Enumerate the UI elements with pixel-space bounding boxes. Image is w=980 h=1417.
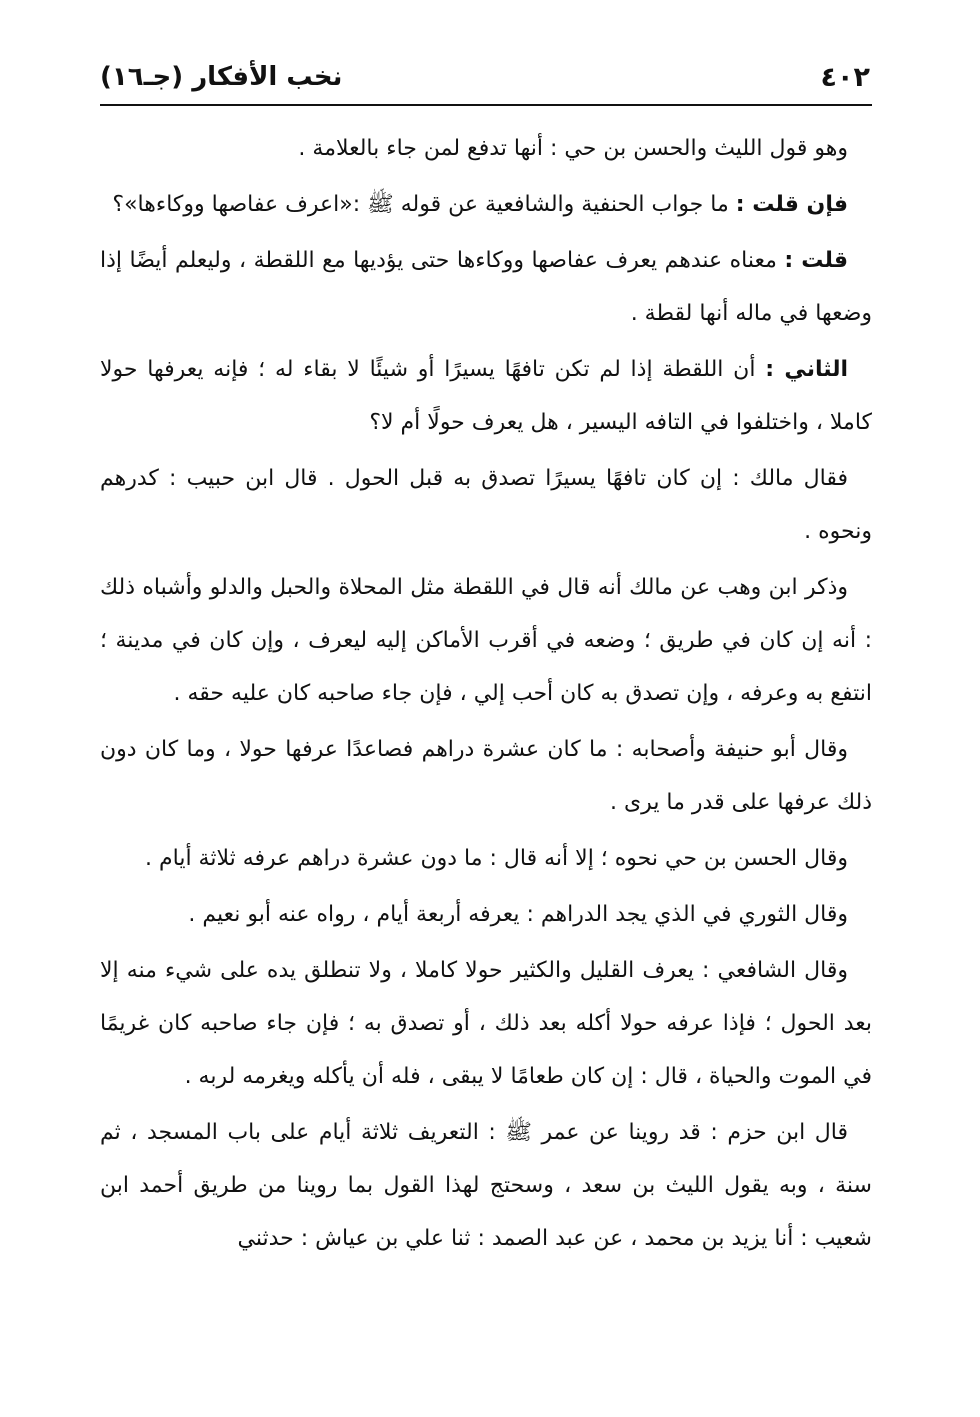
paragraph — [100, 832, 872, 885]
paragraph-text: معناه عندهم يعرف عفاصها ووكاءها حتى يؤديها مع اللقطة ، وليعلم أيضًا إذا وضعها في ماله أنها لقطة . — [100, 248, 872, 326]
running-header — [100, 58, 870, 102]
paragraph — [100, 888, 872, 941]
page-number: ٤٠٢ — [820, 62, 870, 93]
paragraph-text: وقال الثوري في الذي يجد الدراهم : يعرفه أربعة أيام ، رواه عنه أبو نعيم . — [188, 902, 848, 927]
paragraph — [100, 122, 872, 175]
paragraph-text: قال ابن حزم : قد روينا عن عمر ﷺ : التعريف ثلاثة أيام على باب المسجد ، ثم سنة ، وبه يقول الليث بن سعد ، وسحتج لهذا القول بما روينا من طريق أحمد ابن شعيب : أنا يزيد بن محمد ، عن عبد الصمد : ثنا علي بن عياش : حدثني — [100, 1120, 872, 1251]
paragraph-text: وقال أبو حنيفة وأصحابه : ما كان عشرة دراهم فصاعدًا عرفها حولا ، وما كان دون ذلك عرفها على قدر ما يرى . — [100, 737, 872, 815]
paragraph — [100, 1106, 872, 1265]
paragraph — [100, 723, 872, 829]
paragraph — [100, 561, 872, 720]
paragraph-text: ما جواب الحنفية والشافعية عن قوله ﷺ :«اعرف عفاصها ووكاءها»؟ — [112, 192, 736, 217]
paragraph-lead: فإن قلت : — [735, 192, 848, 217]
paragraph-text: أن اللقطة إذا لم تكن تافهًا يسيرًا أو شيئًا لا بقاء له ؛ فإنه يعرفها حولا كاملا ، واختلفوا في التافه اليسير ، هل يعرف حولًا أم لا؟ — [100, 357, 872, 435]
paragraph-lead: قلت : — [784, 248, 848, 273]
paragraph — [100, 944, 872, 1103]
paragraph — [100, 452, 872, 558]
body-text — [100, 122, 872, 1265]
running-title: نخب الأفكار (جـ١٦) — [100, 62, 343, 92]
header-divider — [100, 104, 872, 106]
paragraph-text: فقال مالك : إن كان تافهًا يسيرًا تصدق به قبل الحول . قال ابن حبيب : كدرهم ونحوه . — [100, 466, 872, 544]
paragraph-text: وقال الشافعي : يعرف القليل والكثير حولا كاملا ، ولا تنطلق يده على شيء منه إلا بعد الحول ؛ فإذا عرفه حولا أكله بعد ذلك ، أو تصدق به ؛ فإن جاء صاحبه كان غريمًا في الموت والحياة ، قال : إن كان طعامًا لا يبقى ، فله أن يأكله ويغرمه لربه . — [100, 958, 872, 1089]
paragraph-text: وهو قول الليث والحسن بن حي : أنها تدفع لمن جاء بالعلامة . — [298, 136, 848, 161]
paragraph — [100, 343, 872, 449]
paragraph-text: وذكر ابن وهب عن مالك أنه قال في اللقطة مثل المحلاة والحبل والدلو وأشباه ذلك : أنه إن كان في طريق ؛ وضعه في أقرب الأماكن إليه ليعرف ، وإن كان في مدينة ؛ انتفع به وعرفه ، وإن تصدق به كان أحب إلي ، فإن جاء صاحبه كان عليه حقه . — [100, 575, 872, 706]
paragraph-lead: الثاني : — [765, 357, 848, 382]
paragraph — [100, 234, 872, 340]
paragraph-text: وقال الحسن بن حي نحوه ؛ إلا أنه قال : ما دون عشرة دراهم عرفه ثلاثة أيام . — [145, 846, 848, 871]
paragraph — [100, 178, 872, 231]
